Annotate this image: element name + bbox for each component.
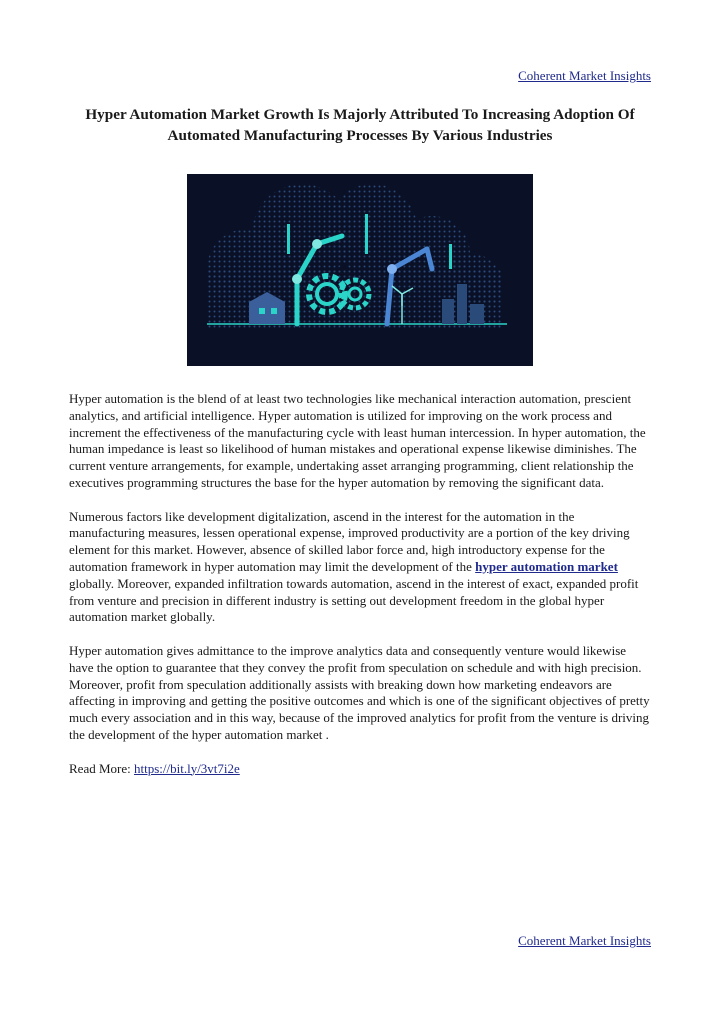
paragraph-text: Numerous factors like development digitalization, ascend in the interest for the automation in the manufacturing measures, lessen operational expense, improved productivity are a portion of the key driving element for this market. However, absence of skilled labor force and, high introductory expense for the automation framework in hyper automation may limit the development of the: [69, 508, 630, 574]
article-body: [69, 391, 651, 794]
read-more-label: Read More:: [69, 760, 134, 776]
paragraph: Hyper automation is the blend of at least two technologies like mechanical interaction automation, prescient analytics, and artificial intelligence. Hyper automation is utilized for improving on the work process and increment the effectiveness of the manufacturing cycle with least human intercession. In hyper automation, the human impedance is least so likelihood of human mistakes and operational expense likewise diminishes. The current venture arrangements, for example, undertaking asset arranging programming, client relationship the executives programming structures the base for the hyper automation by removing the significant data.: [69, 391, 646, 490]
read-more-line: [69, 761, 651, 778]
paragraph: Hyper automation gives admittance to the improve analytics data and consequently venture would likewise have the option to guarantee that they convey the profit from speculation on schedule and with high precision. Moreover, profit from speculation additionally assists with breaking down how marketing endeavors are affecting in improving and getting the positive outcomes and which is one of the significant objectives of pretty much every association and in this way, because of the improved analytics for profit from the venture is driving the development of the hyper automation market .: [69, 642, 650, 742]
article-title: Hyper Automation Market Growth Is Majorly Attributed To Increasing Adoption Of Automated Manufacturing Processes By Various Industries: [85, 106, 635, 144]
hyper-automation-market-link[interactable]: hyper automation market: [475, 558, 618, 574]
paragraph: [69, 509, 651, 627]
hero-image: [187, 174, 533, 366]
read-more-link[interactable]: https://bit.ly/3vt7i2e: [133, 760, 240, 776]
header-source-link[interactable]: Coherent Market Insights: [518, 68, 651, 83]
footer-source-link[interactable]: Coherent Market Insights: [518, 933, 651, 948]
paragraph-text: globally. Moreover, expanded infiltration towards automation, ascend in the interest of exact, expanded profit from venture and precision in different industry is setting out development freedom in the global hyper automation market globally.: [69, 575, 639, 625]
automation-cloud-illustration: [187, 174, 533, 366]
